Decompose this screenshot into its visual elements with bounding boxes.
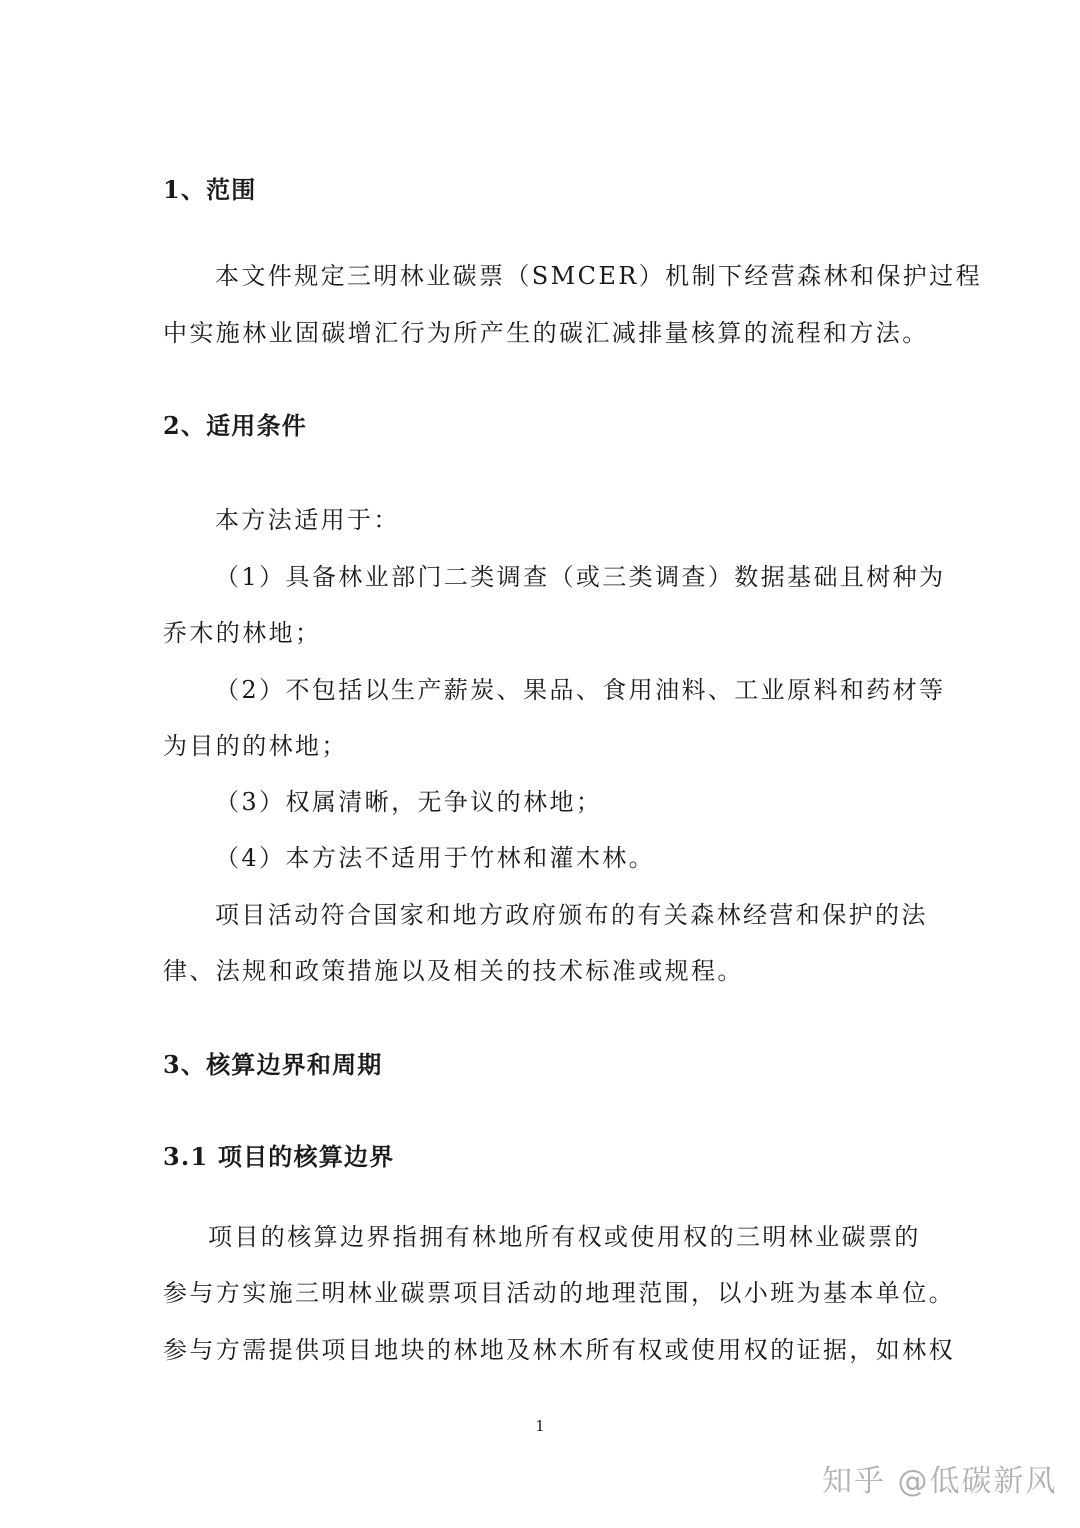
section-1-paragraph-line-1: 本文件规定三明林业碳票（SMCER）机制下经营森林和保护过程 — [215, 262, 982, 290]
list-item-3: （3）权属清晰，无争议的林地； — [215, 788, 603, 816]
section-3-1-heading: 3.1 项目的核算边界 — [163, 1142, 395, 1171]
section-3-1-paragraph-line-3: 参与方需提供项目地块的林地及林木所有权或使用权的证据，如林权 — [163, 1336, 955, 1364]
list-item-2-line-2: 为目的的林地； — [163, 732, 348, 760]
section-3-heading: 3、核算边界和周期 — [163, 1050, 383, 1079]
list-item-2-line-1: （2）不包括以生产薪炭、果品、食用油料、工业原料和药材等 — [215, 676, 946, 704]
list-item-4: （4）本方法不适用于竹林和灌木林。 — [215, 844, 656, 872]
watermark: 知乎 @低碳新风 — [822, 1464, 1058, 1499]
section-2-heading: 2、适用条件 — [163, 411, 307, 440]
list-item-1-line-1: （1）具备林业部门二类调查（或三类调查）数据基础且树种为 — [215, 563, 946, 591]
section-2-paragraph-line-2: 律、法规和政策措施以及相关的技术标准或规程。 — [163, 957, 744, 985]
list-item-1-line-2: 乔木的林地； — [163, 619, 322, 647]
section-2-paragraph-line-1: 项目活动符合国家和地方政府颁布的有关森林经营和保护的法 — [215, 901, 928, 929]
section-3-1-paragraph-line-2: 参与方实施三明林业碳票项目活动的地理范围，以小班为基本单位。 — [163, 1279, 955, 1307]
section-2-intro: 本方法适用于： — [215, 506, 400, 534]
section-1-heading: 1、范围 — [163, 175, 257, 204]
section-3-1-paragraph-line-1: 项目的核算边界指拥有林地所有权或使用权的三明林业碳票的 — [208, 1223, 921, 1251]
page-number: 1 — [535, 1417, 545, 1435]
section-1-paragraph-line-2: 中实施林业固碳增汇行为所产生的碳汇减排量核算的流程和方法。 — [163, 319, 929, 347]
